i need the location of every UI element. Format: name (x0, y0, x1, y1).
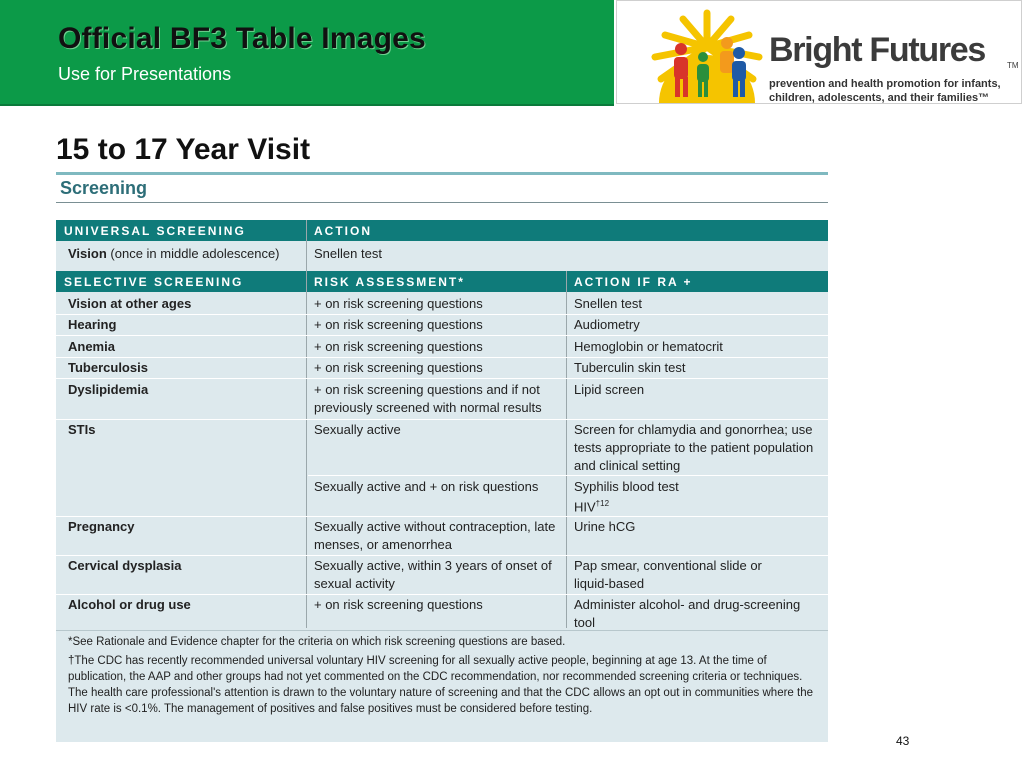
screening-figure (56, 172, 828, 742)
universal-header-row (56, 220, 828, 241)
header-banner (0, 0, 1024, 106)
brand-tagline: prevention and health promotion for infants, children, adolescents, and their families™ (769, 78, 1001, 104)
universal-row-action: Snellen test (314, 246, 382, 261)
banner-subtitle: Use for Presentations (58, 64, 232, 84)
figure-heading-rule (56, 202, 828, 203)
column-divider-1 (306, 220, 307, 628)
page-title: 15 to 17 Year Visit (56, 133, 311, 166)
page-number: 43 (896, 734, 910, 748)
universal-header-col1: UNIVERSAL SCREENING (64, 224, 246, 238)
selective-header-col1: SELECTIVE SCREENING (64, 275, 244, 289)
brand-name: Bright Futures (769, 31, 986, 69)
row-divider (56, 516, 828, 517)
row-divider (56, 594, 828, 595)
row-divider (308, 475, 828, 476)
footnote-criteria: *See Rationale and Evidence chapter for the criteria on which risk screening questions are based. (68, 636, 566, 648)
selective-header-col2: RISK ASSESSMENT* (314, 275, 465, 289)
brand-trademark: TM (1007, 61, 1019, 70)
figure-top-rule (56, 172, 828, 175)
footnote-hiv: †The CDC has recently recommended universal voluntary HIV screening for all sexually active people, beginning at age 13. At the time of publication, the AAP and other groups had not yet commented on the CDC recommendation, nor recommended screening criteria or techniques. The health care professional's attention is drawn to the voluntary nature of screening and that the CDC allows an opt out in communities where the HIV rate is <0.1%. The management of positives and false positives must be considered before testing. (68, 655, 814, 715)
column-divider-2 (566, 271, 567, 628)
figure-heading: Screening (60, 178, 148, 198)
row-divider (56, 378, 828, 379)
screening-table: UNIVERSAL SCREENING ACTION Vision (once in middle adolescence) Snellen test SELECTIVE SCREENING RISK ASSESSMENT* ACTION IF RA + Vision at other ages + on risk screening questions Snellen test Hearing + on risk screening questions Audiometry Anemia + on risk screening questions Hemoglobin or hematocrit Tuberculosis + on risk screening questions Tuberculin skin test Dyslipidemia + on risk screening questions and if not previously screened with normal results Lipid screen STIs Sexually active Screen for chlamydia and gonorrhea; use tests appropriate to the patient population and clinical setting Sexually active and + on risk questions Syphilis blood test HIV$^{\dagger 12}$ Pregnancy Sexually active without contraception, late menses, or amenorrhea Urine hCG Cervical dysplasia Sexually active, within 3 years of onset of sexual activity Pap smear, conventional slide or liquid-based Alcohol or drug use + on risk screening questions Administer alcohol- and drug-screening tool *See Rationale and Evidence chapter for the criteria on which risk screening questions are based. †The CDC has recently recommended universal voluntary HIV screening for all sexually active people, beginning at age 13. At the time of publication, the AAP and other groups had not yet commented on the CDC recommendation, nor recommended screening criteria or techniques. The health care professional's attention is drawn to the voluntary nature of screening and that the CDC allows an opt out in communities where the HIV rate is <0.1%. The management of positives and false positives must be considered before testing. (56, 220, 828, 742)
bright-futures-logo (616, 0, 1022, 104)
universal-header-col2: ACTION (314, 224, 372, 238)
row-divider (56, 335, 828, 336)
row-divider (56, 314, 828, 315)
row-divider (56, 357, 828, 358)
banner-title: Official BF3 Table Images (58, 22, 426, 55)
row-divider (56, 555, 828, 556)
selective-header-row (56, 271, 828, 292)
banner-green-panel (0, 0, 614, 106)
selective-header-col3: ACTION IF RA + (574, 275, 693, 289)
sun-family-logo-icon (641, 7, 771, 103)
universal-row-condition: Vision (once in middle adolescence) (68, 246, 280, 261)
row-divider (56, 419, 828, 420)
